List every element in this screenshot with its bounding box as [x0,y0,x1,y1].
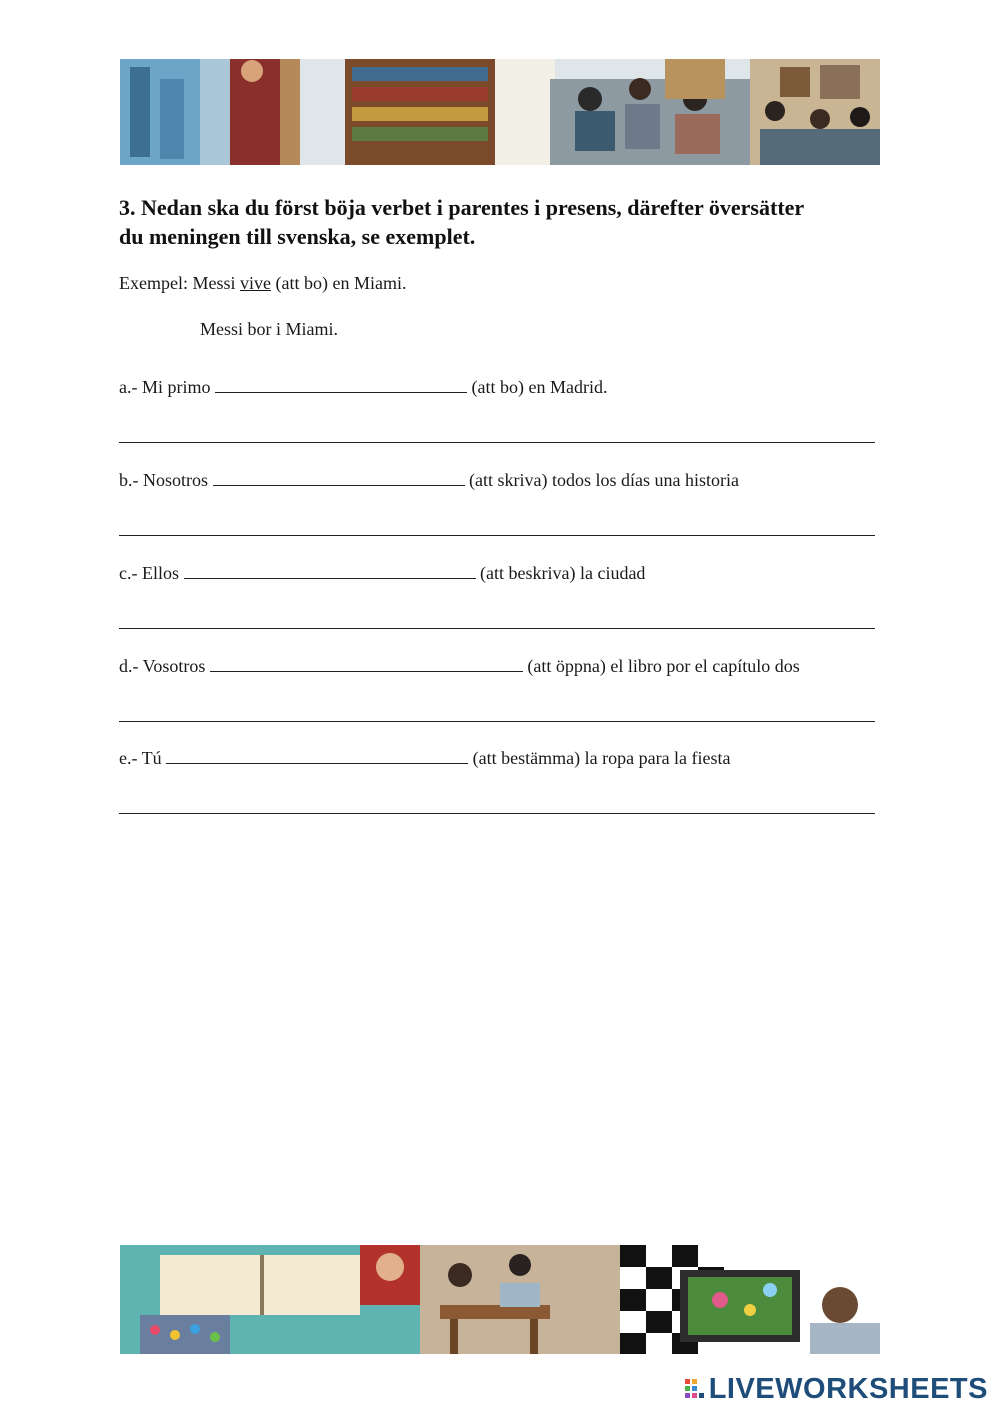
heading-line-2: du meningen till svenska, se exemplet. [119,224,476,249]
item-a-end: (att bo) en Madrid. [467,377,608,397]
item-e-start: e.- Tú [119,748,167,768]
example-sentence [119,272,406,294]
item-b-end: (att skriva) todos los días una historia [464,470,739,490]
liveworksheets-logo[interactable] [685,1372,988,1406]
item-d-end: (att öppna) el libro por el capítulo dos [522,656,800,676]
example-translation: Messi bor i Miami. [200,319,338,339]
example-suffix: (att bo) en Miami. [270,273,407,293]
item-a-translation-line[interactable] [119,442,875,443]
item-c-end: (att beskriva) la ciudad [475,563,646,583]
item-b-translation-line[interactable] [119,535,875,536]
item-c-translation-line[interactable] [119,628,875,629]
item-d-start: d.- Vosotros [119,656,210,676]
item-b-verb-blank[interactable] [213,469,465,486]
brand-name: LIVEWORKSHEETS [708,1372,988,1405]
liveworksheets-mark-icon [685,1377,705,1401]
item-e-end: (att bestämma) la ropa para la fiesta [468,748,731,768]
exercise-item-a [119,376,607,398]
item-c-verb-blank[interactable] [184,562,476,579]
item-d-verb-blank[interactable] [210,655,523,672]
exercise-item-b [119,469,739,491]
exercise-item-e [119,747,731,769]
example-verb: vive [239,273,271,293]
item-d-translation-line[interactable] [119,721,875,722]
exercise-item-c [119,562,645,584]
exercise-item-d [119,655,800,677]
item-a-start: a.- Mi primo [119,377,215,397]
item-b-start: b.- Nosotros [119,470,213,490]
item-e-verb-blank[interactable] [166,747,468,764]
item-e-translation-line[interactable] [119,813,875,814]
heading-line-1: 3. Nedan ska du först böja verbet i parentes i presens, därefter översätter [119,195,805,220]
example-prefix: Exempel: Messi [119,273,240,293]
item-a-verb-blank[interactable] [215,376,467,393]
item-c-start: c.- Ellos [119,563,184,583]
footer-illustration [120,1245,880,1354]
exercise-heading [119,193,889,251]
header-illustration [120,59,880,165]
